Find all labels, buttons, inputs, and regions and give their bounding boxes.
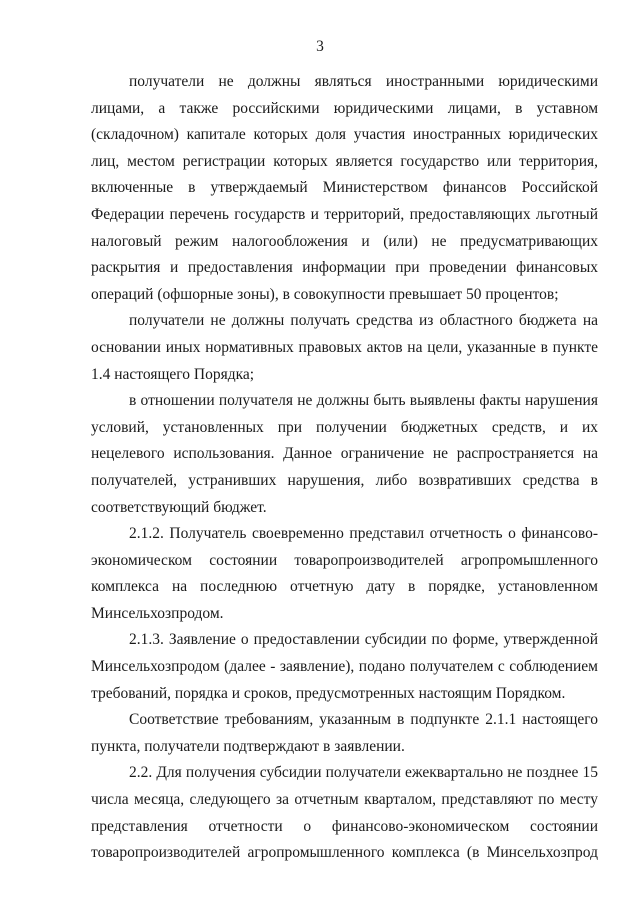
paragraph-offshore-requirement: получатели не должны являться иностранными юридическими лицами, а также российскими юридическими лицами, в уставном (складочном) капитале которых доля участия иностранных юридических лиц, местом регистрации которых является государство или территория, включенные в утверждаемый Министерством финансов Российской Федерации перечень государств и территорий, предоставляющих льготный налоговый режим налогообложения и (или) не предусматривающих раскрытия и предоставления информации при проведении финансовых операций (офшорные зоны), в совокупности превышает 50 процентов; [91, 73, 598, 303]
document-body [91, 69, 598, 867]
paragraph-regional-budget-requirement: получатели не должны получать средства из областного бюджета на основании иных нормативных правовых актов на цели, указанные в пункте 1.4 настоящего Порядка; [91, 312, 598, 383]
paragraph-2-2: 2.2. Для получения субсидии получатели ежеквартально не позднее 15 числа месяца, следующего за отчетным кварталом, представляют по месту представления отчетности о финансово-экономическом состоянии товаропроизводителей агропромышленного комплекса (в Минсельхозпрод [91, 764, 598, 862]
paragraph-2-1-3: 2.1.3. Заявление о предоставлении субсидии по форме, утвержденной Минсельхозпродом (далее - заявление), подано получателем с соблюдением требований, порядка и сроков, предусмотренных настоящим Порядком. [91, 631, 598, 702]
page-number: 3 [316, 38, 324, 55]
paragraph-budget-violation-requirement: в отношении получателя не должны быть выявлены факты нарушения условий, установленных при получении бюджетных средств, и их нецелевого использования. Данное ограничение не распространяется на получателей, устранивших нарушения, либо возвративших средства в соответствующий бюджет. [91, 392, 598, 516]
paragraph-compliance-confirmation: Соответствие требованиям, указанным в подпункте 2.1.1 настоящего пункта, получатели подтверждают в заявлении. [91, 711, 598, 755]
paragraph-2-1-2: 2.1.2. Получатель своевременно представил отчетность о финансово-экономическом состоянии товаропроизводителей агропромышленного комплекса на последнюю отчетную дату в порядке, установленном Минсельхозпродом. [91, 525, 598, 622]
